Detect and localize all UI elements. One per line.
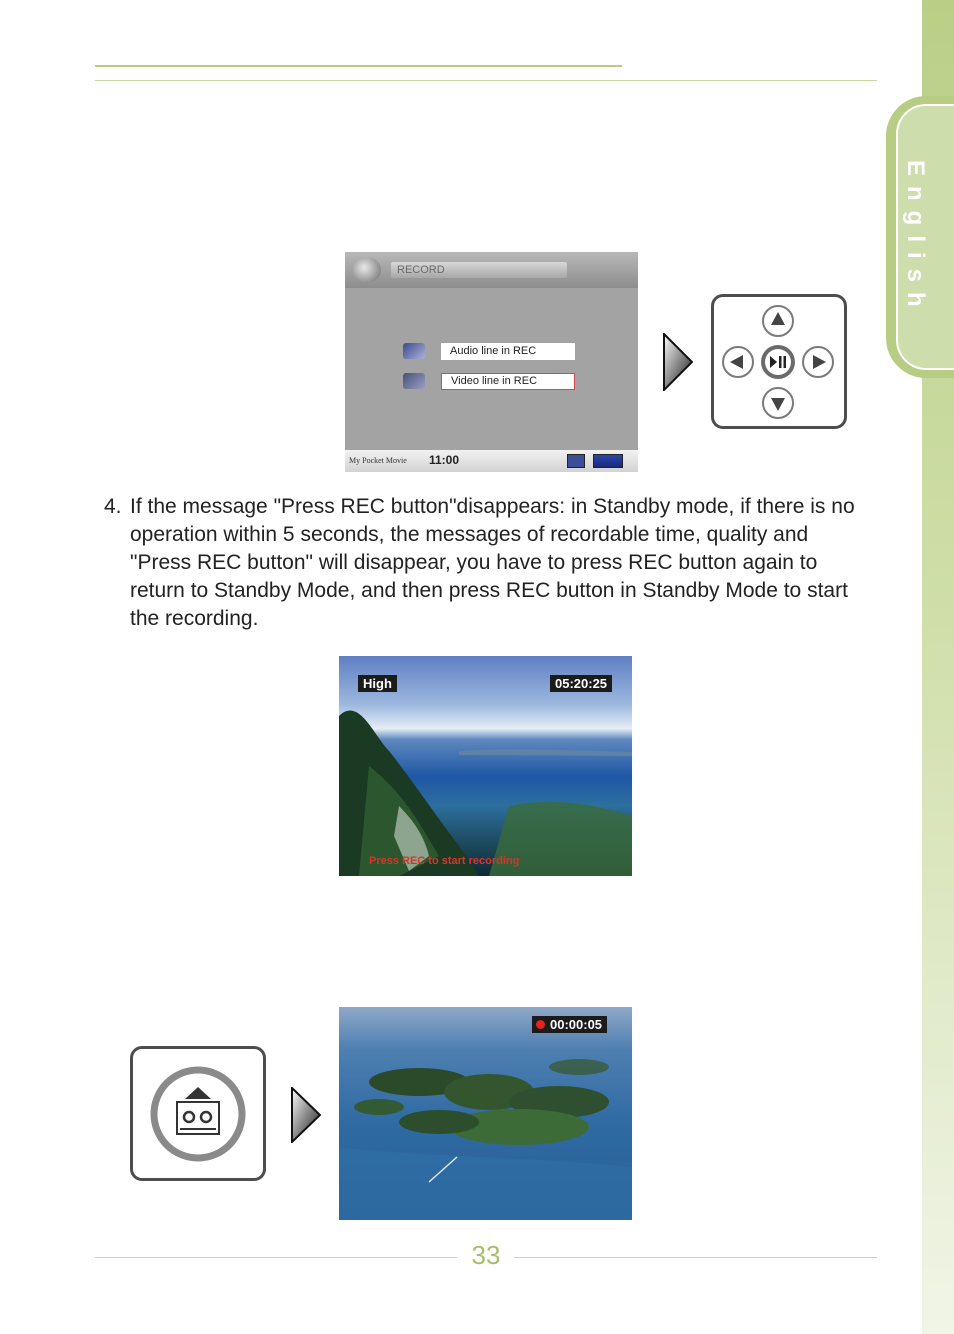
- next-step-arrow-icon: [291, 1087, 321, 1143]
- navigation-pad-icon: [714, 297, 844, 426]
- navigation-pad-panel: [711, 294, 847, 429]
- audio-line-icon: [403, 343, 425, 359]
- footer-rule-right: [514, 1257, 877, 1258]
- menu-item-audio-line-in[interactable]: Audio line in REC: [441, 343, 575, 360]
- status-bar-time: 11:00: [429, 453, 460, 467]
- rec-button-panel: [130, 1046, 266, 1181]
- tv-out-icon: [567, 454, 585, 468]
- next-step-arrow-icon: [663, 333, 693, 391]
- record-menu-screenshot: [345, 252, 638, 472]
- menu-item-video-line-in[interactable]: Video line in REC: [441, 373, 575, 390]
- record-menu-logo-icon: [353, 258, 381, 282]
- rec-button-icon: [133, 1049, 263, 1178]
- elapsed-time: 00:00:05: [550, 1017, 603, 1032]
- recording-screen-screenshot: [339, 1007, 632, 1220]
- record-menu-title: RECORD: [391, 262, 567, 278]
- language-tab-label: English: [902, 160, 929, 317]
- recording-photo-islands: [339, 1007, 632, 1220]
- instruction-step-4: [104, 493, 874, 633]
- page-number: 33: [471, 1240, 501, 1270]
- record-menu-status-bar: [345, 450, 638, 472]
- battery-icon: [593, 454, 623, 468]
- video-line-icon: [403, 373, 425, 389]
- header-rule-thick: [95, 65, 622, 67]
- header-rule-thin: [95, 80, 877, 81]
- elapsed-time-badge: [532, 1016, 607, 1033]
- step-number: 4.: [104, 495, 122, 518]
- remaining-time-badge: 05:20:25: [550, 675, 612, 692]
- status-bar-brand: My Pocket Movie: [349, 456, 407, 465]
- press-rec-hint: Press REC to start recording: [369, 855, 520, 867]
- footer-rule-left: [95, 1257, 457, 1258]
- step-text: If the message "Press REC button"disappears: in Standby mode, if there is no operation within 5 seconds, the messages of recordable time, quality and "Press REC button" will disappear, you have to press REC button again to return to Standby Mode, and then press REC button in Standby Mode to start the recording.: [130, 495, 855, 630]
- standby-screen-screenshot: [339, 656, 632, 876]
- record-indicator-icon: [536, 1020, 545, 1029]
- quality-badge: High: [358, 675, 397, 692]
